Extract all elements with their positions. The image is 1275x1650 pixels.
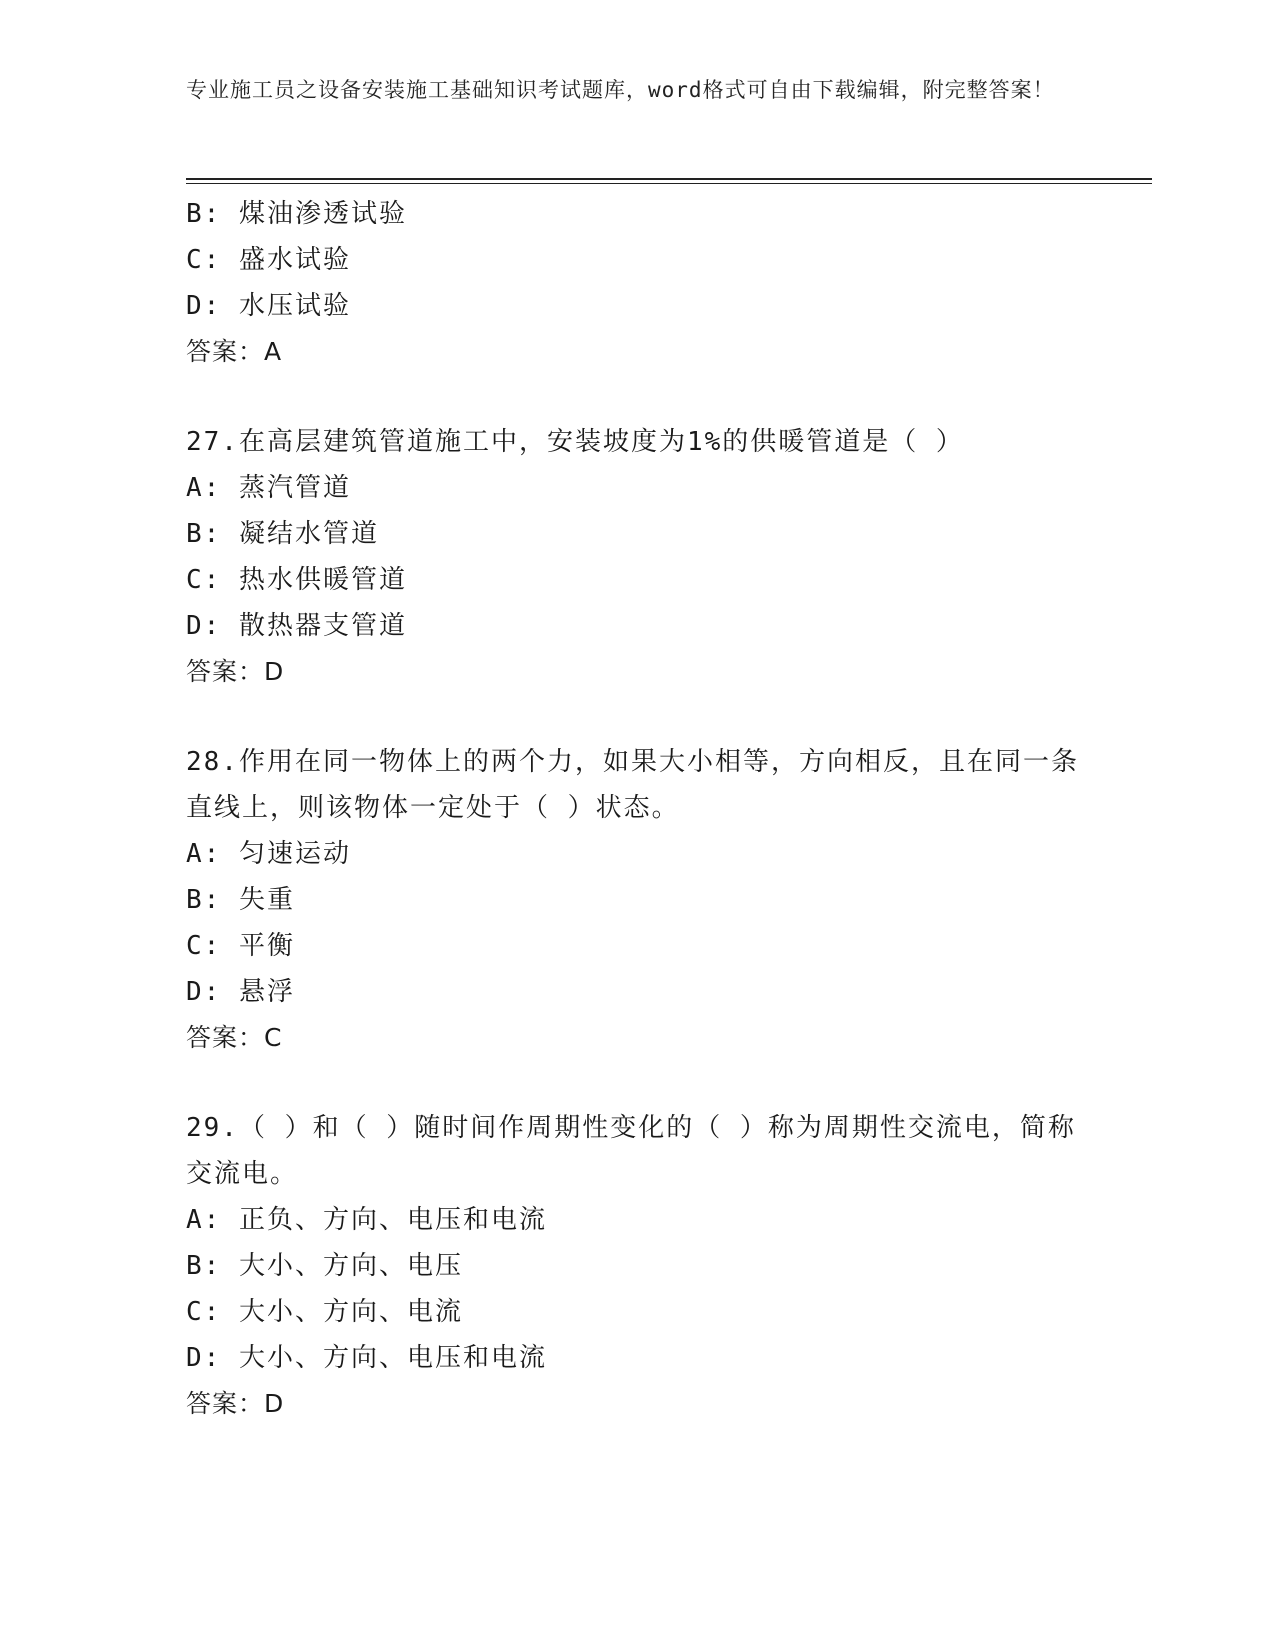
header-rule-thin	[186, 183, 1152, 184]
option-label: A:	[186, 473, 222, 503]
option-b	[186, 1243, 1086, 1289]
option-c	[186, 1289, 1086, 1335]
option-text: 悬浮	[238, 977, 295, 1007]
option-label: D:	[186, 611, 222, 641]
option-text: 盛水试验	[238, 245, 351, 275]
question-29	[186, 1105, 1086, 1427]
question-stem: 28.作用在同一物体上的两个力，如果大小相等，方向相反，且在同一条直线上，则该物体一定处于（ ）状态。	[186, 747, 1079, 823]
option-label: D:	[186, 977, 222, 1007]
option-text: 大小、方向、电压和电流	[238, 1343, 547, 1373]
option-label: C:	[186, 1297, 222, 1327]
option-a	[186, 1197, 1086, 1243]
option-d	[186, 1335, 1086, 1381]
question-27	[186, 419, 1086, 695]
option-label: C:	[186, 245, 222, 275]
option-text: 正负、方向、电压和电流	[238, 1205, 547, 1235]
header-rule-thick	[186, 178, 1152, 180]
option-text: 大小、方向、电压	[238, 1251, 463, 1281]
question-28	[186, 739, 1086, 1061]
answer-line: 答案：C	[186, 1023, 283, 1052]
option-c	[186, 557, 1086, 603]
option-d	[186, 969, 1086, 1015]
option-label: B:	[186, 1251, 222, 1281]
answer-line: 答案：D	[186, 1389, 285, 1418]
option-b	[186, 877, 1086, 923]
option-text: 蒸汽管道	[238, 473, 351, 503]
answer-line: 答案：A	[186, 337, 283, 366]
option-text: 煤油渗透试验	[238, 199, 407, 229]
page-header: 专业施工员之设备安装施工基础知识考试题库，word格式可自由下载编辑，附完整答案！	[186, 78, 1055, 102]
question-stem: 29.（ ）和（ ）随时间作周期性变化的（ ）称为周期性交流电，简称交流电。	[186, 1113, 1076, 1189]
option-label: C:	[186, 565, 222, 595]
option-label: C:	[186, 931, 222, 961]
option-text: 失重	[238, 885, 295, 915]
question-partial	[186, 191, 1086, 375]
option-text: 水压试验	[238, 291, 351, 321]
option-text: 匀速运动	[238, 839, 351, 869]
option-text: 大小、方向、电流	[238, 1297, 463, 1327]
option-b	[186, 191, 1086, 237]
option-text: 凝结水管道	[238, 519, 379, 549]
option-d	[186, 603, 1086, 649]
option-label: B:	[186, 519, 222, 549]
option-label: A:	[186, 839, 222, 869]
option-label: B:	[186, 199, 222, 229]
option-label: D:	[186, 1343, 222, 1373]
question-list	[186, 191, 1086, 1427]
option-text: 平衡	[238, 931, 295, 961]
option-text: 散热器支管道	[238, 611, 407, 641]
option-c	[186, 237, 1086, 283]
option-label: D:	[186, 291, 222, 321]
option-a	[186, 465, 1086, 511]
option-label: B:	[186, 885, 222, 915]
answer-line: 答案：D	[186, 657, 285, 686]
option-label: A:	[186, 1205, 222, 1235]
option-a	[186, 831, 1086, 877]
option-c	[186, 923, 1086, 969]
option-b	[186, 511, 1086, 557]
option-text: 热水供暖管道	[238, 565, 407, 595]
option-d	[186, 283, 1086, 329]
question-stem: 27.在高层建筑管道施工中，安装坡度为1%的供暖管道是（ ）	[186, 427, 964, 457]
